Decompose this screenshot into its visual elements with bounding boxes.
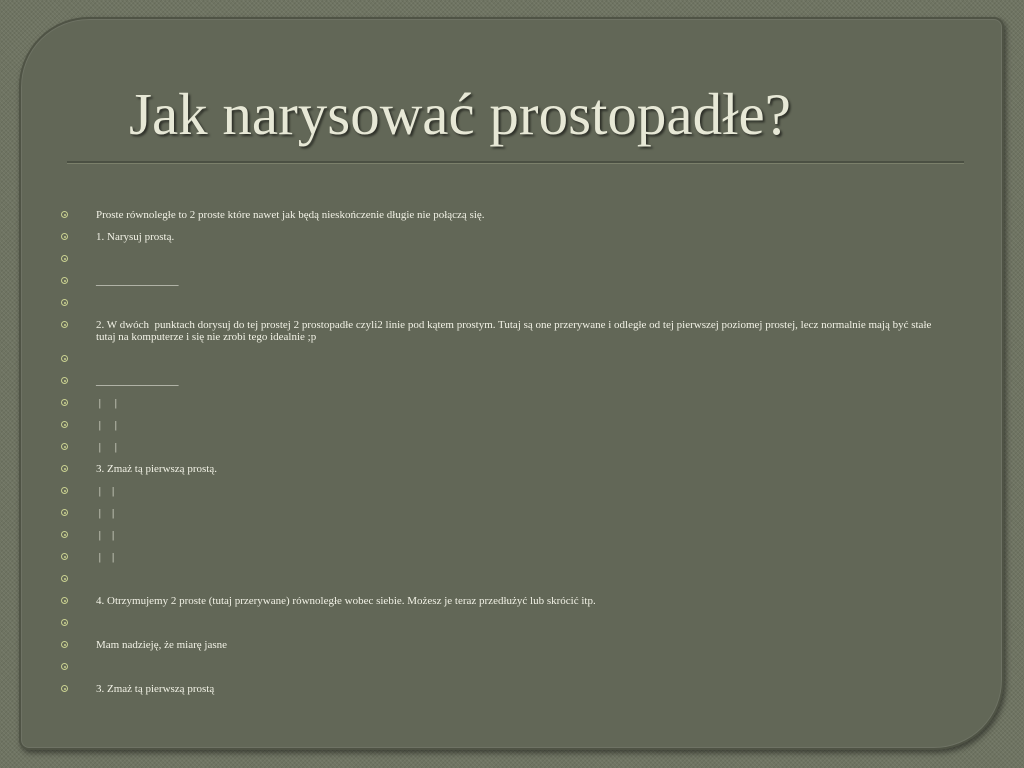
bullet-item <box>61 353 941 365</box>
bullet-item <box>61 441 941 453</box>
circle-bullet-icon <box>61 553 68 560</box>
bullet-text: _______________ <box>96 275 179 287</box>
bullet-text: | | <box>96 419 117 431</box>
bullet-item <box>61 661 941 673</box>
circle-bullet-icon <box>61 685 68 692</box>
bullet-item <box>61 253 941 265</box>
circle-bullet-icon <box>61 421 68 428</box>
bullet-text: 1. Narysuj prostą. <box>96 231 175 243</box>
bullet-item <box>61 617 941 629</box>
bullet-item <box>61 485 941 497</box>
circle-bullet-icon <box>61 619 68 626</box>
bullet-text: _______________ <box>96 375 179 387</box>
bullet-item <box>61 419 941 431</box>
bullet-text: | | <box>96 441 117 453</box>
circle-bullet-icon <box>61 355 68 362</box>
bullet-item <box>61 639 941 651</box>
bullet-item <box>61 507 941 519</box>
slide-panel <box>19 17 1004 750</box>
bullet-item <box>61 275 941 287</box>
bullet-item <box>61 209 941 221</box>
circle-bullet-icon <box>61 443 68 450</box>
bullet-item <box>61 231 941 243</box>
bullet-text: Proste równoległe to 2 proste które nawet jak będą nieskończenie długie nie połączą się. <box>96 209 485 221</box>
title-divider <box>67 161 964 164</box>
circle-bullet-icon <box>61 377 68 384</box>
circle-bullet-icon <box>61 277 68 284</box>
slide-title: Jak narysować prostopadłe? <box>129 81 791 147</box>
bullet-item <box>61 551 941 563</box>
circle-bullet-icon <box>61 233 68 240</box>
circle-bullet-icon <box>61 641 68 648</box>
circle-bullet-icon <box>61 531 68 538</box>
bullet-text: Mam nadzieję, że miarę jasne <box>96 639 228 651</box>
bullet-text: 3. Zmaż tą pierwszą prostą. <box>96 463 217 475</box>
bullet-text: 2. W dwóch punktach dorysuj do tej prostej 2 prostopadłe czyli2 linie pod kątem prostym. Tutaj są one przerywane i odległe od tej pierwszej poziomej prostej, lecz normalnie mają być stałe tutaj na komputerze i się nie zrobi tego idealnie ;p <box>96 319 935 343</box>
bullet-text: 3. Zmaż tą pierwszą prostą <box>96 683 215 695</box>
bullet-text: | | <box>96 485 115 497</box>
bullet-item <box>61 529 941 541</box>
circle-bullet-icon <box>61 255 68 262</box>
bullet-text: | | <box>96 551 115 563</box>
bullet-item <box>61 397 941 409</box>
bullet-text: 4. Otrzymujemy 2 proste (tutaj przerywane) równoległe wobec siebie. Możesz je teraz przedłużyć lub skrócić itp. <box>96 595 596 607</box>
bullet-text: | | <box>96 529 115 541</box>
circle-bullet-icon <box>61 597 68 604</box>
bullet-item <box>61 375 941 387</box>
circle-bullet-icon <box>61 487 68 494</box>
circle-bullet-icon <box>61 399 68 406</box>
circle-bullet-icon <box>61 509 68 516</box>
bullet-text: | | <box>96 397 117 409</box>
circle-bullet-icon <box>61 575 68 582</box>
bullet-item <box>61 319 941 343</box>
bullet-item <box>61 463 941 475</box>
bullet-item <box>61 595 941 607</box>
bullet-text: | | <box>96 507 115 519</box>
bullet-item <box>61 573 941 585</box>
circle-bullet-icon <box>61 663 68 670</box>
circle-bullet-icon <box>61 211 68 218</box>
circle-bullet-icon <box>61 321 68 328</box>
circle-bullet-icon <box>61 299 68 306</box>
bullet-list <box>61 209 941 705</box>
bullet-item <box>61 683 941 695</box>
circle-bullet-icon <box>61 465 68 472</box>
bullet-item <box>61 297 941 309</box>
